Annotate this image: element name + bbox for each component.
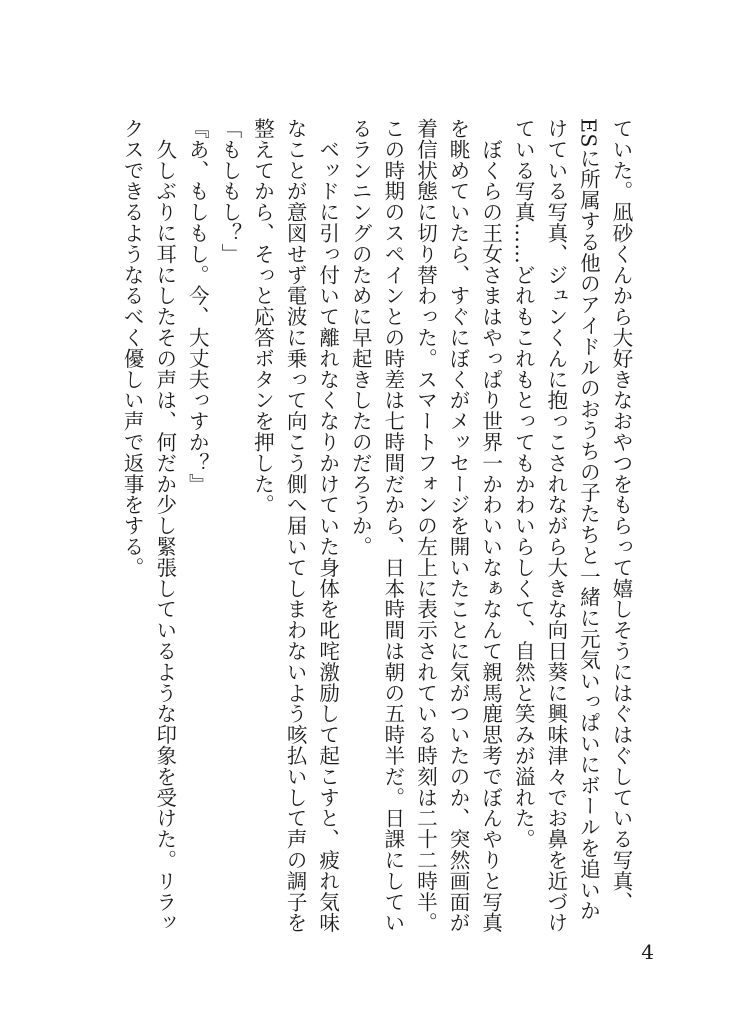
paragraph-3: ベッドに引っ付いて離れなくなりかけていた身体を叱咤激励して起こすと、疲れ気味なことが意図せず電波に乗って向こう側へ届いてしまわないよう咳払いして声の調子を整えてから、そっと応答ボタンを押した。	[250, 118, 340, 934]
paragraph-2: ぼくらの王女さまはやっぱり世界一かわいいなぁなんて親馬鹿思考でぼんやりと写真を眺めていたら、すぐにぼくがメッセージを開いたことに気がついたのか、突然画面が着信状態に切り替わった。スマートフォンの左上に表示されている時刻は二十二時半。この時期のスペインとの時差は七時間だから、日本時間は朝の五時半だ。日課にしているランニングのために早起きしたのだろうか。	[348, 118, 503, 934]
paragraph-4: 「もしもし？」	[217, 118, 242, 265]
body-text	[117, 118, 637, 938]
paragraph-6: 久しぶりに耳にしたその声は、何だか少し緊張しているような印象を受けた。リラックスできるようなるべく優しい声で返事をする。	[120, 118, 177, 934]
paragraph-5: 『あ、もしもし。今、大丈夫っすか？』	[185, 118, 210, 495]
paragraph-1: ていた。凪砂くんから大好きなおやつをもらって嬉しそうにはぐはぐしている写真、ESに所属する他のアイドルのおうちの子たちと一緒に元気いっぱいにボールを追いかけている写真、ジュンくんに抱っこされながら大きな向日葵に興味津々でお鼻を近づけている写真……どれもこれもとってもかわいらしくて、自然と笑みが溢れた。	[511, 118, 633, 934]
page-number: 4	[641, 940, 654, 964]
